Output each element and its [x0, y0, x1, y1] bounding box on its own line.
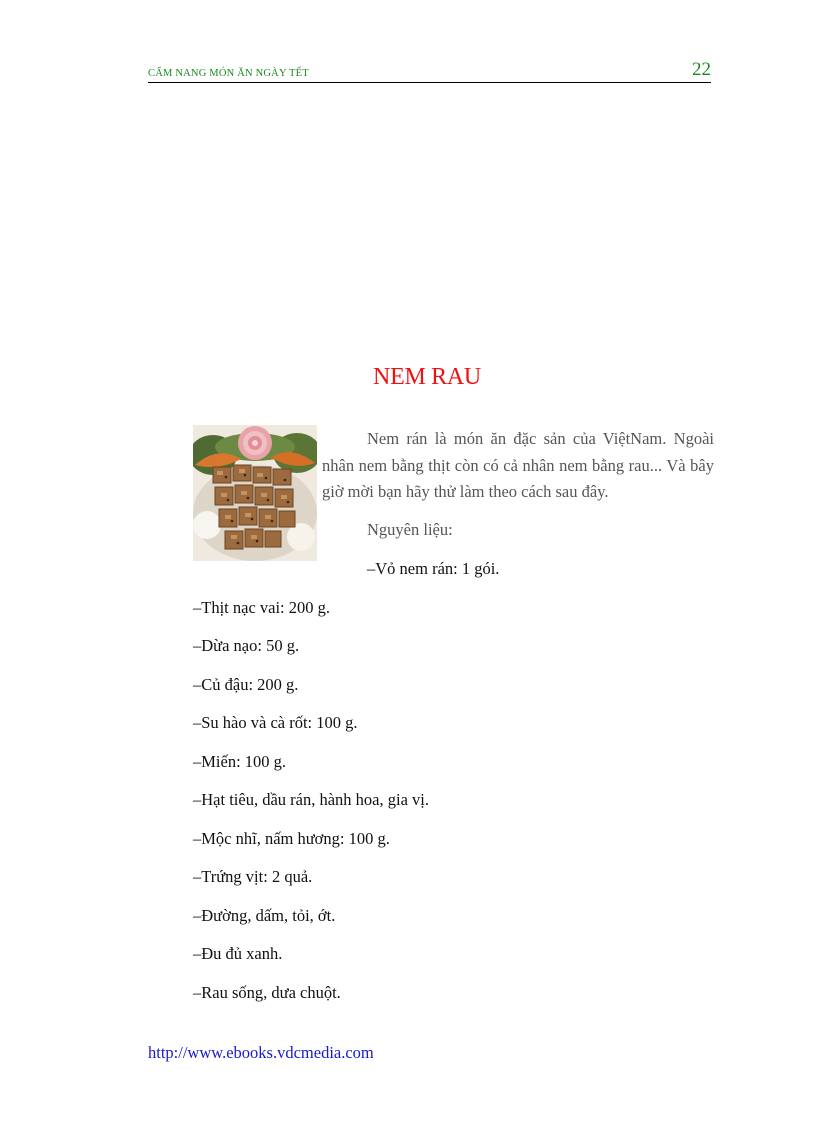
ingredient-item: –Dừa nạo: 50 g. — [193, 636, 300, 655]
ingredient-item: –Hạt tiêu, dầu rán, hành hoa, gia vị. — [193, 790, 429, 809]
intro-text: Nem rán là món ăn đặc sản của ViệtNam. Ngoài nhân nem bằng thịt còn có cả nhân nem bằng rau... Và bây giờ mời bạn hãy thử làm theo cách sau đây. — [322, 429, 714, 501]
ingredient-item: –Thịt nạc vai: 200 g. — [193, 598, 331, 617]
dish-photo — [193, 425, 317, 561]
ingredient-item: –Mộc nhĩ, nấm hương: 100 g. — [193, 829, 390, 848]
footer-url-link[interactable]: http://www.ebooks.vdcmedia.com — [148, 1043, 374, 1062]
book-title: CẨM NANG MÓN ĂN NGÀY TẾT — [148, 68, 309, 79]
ingredient-item: –Củ đậu: 200 g. — [193, 675, 299, 694]
page-number: 22 — [692, 59, 711, 80]
ingredient-item: –Vỏ nem rán: 1 gói. — [367, 559, 500, 578]
recipe-title: NEM RAU — [373, 364, 481, 390]
ingredient-item: –Su hào và cà rốt: 100 g. — [193, 713, 358, 732]
ingredient-item: –Đu đủ xanh. — [193, 944, 283, 963]
intro-paragraph — [322, 426, 714, 506]
ingredients-label: Nguyên liệu: — [367, 520, 453, 539]
ingredient-item: –Trứng vịt: 2 quả. — [193, 867, 313, 886]
running-header — [148, 58, 711, 83]
ingredient-item: –Miến: 100 g. — [193, 752, 287, 771]
ingredient-item: –Rau sống, dưa chuột. — [193, 983, 341, 1002]
ingredient-item: –Đường, dấm, tỏi, ớt. — [193, 906, 336, 925]
